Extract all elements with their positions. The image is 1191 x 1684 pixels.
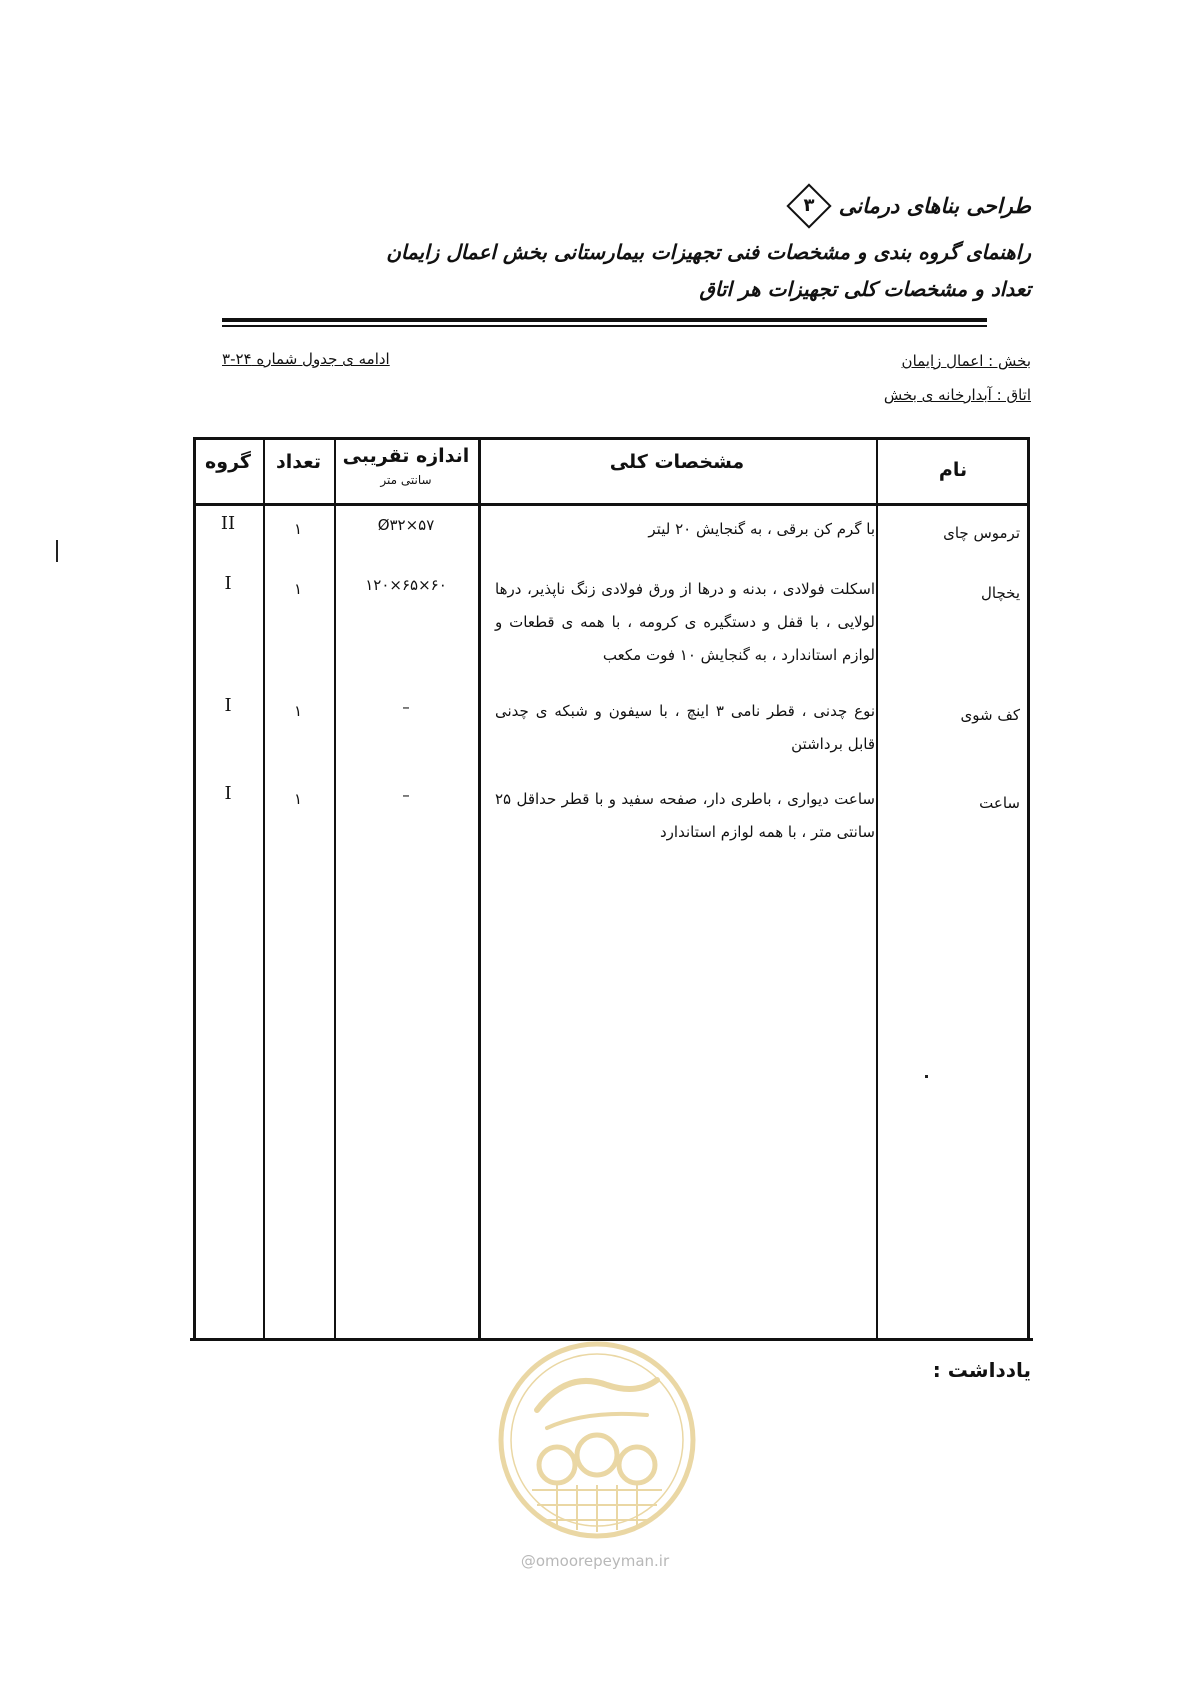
row-3-size: – — [402, 698, 410, 716]
header-group: گروه — [205, 451, 251, 473]
room-label: اتاق : آبدارخانه ی بخش — [883, 386, 1031, 404]
header-name: نام — [938, 459, 968, 481]
equipment-table — [193, 437, 1030, 1341]
row-2-group: I — [224, 573, 232, 594]
scan-mark — [925, 1075, 928, 1078]
row-4-size: – — [402, 786, 410, 804]
row-2-name: یخچال — [980, 584, 1020, 602]
scan-mark — [56, 540, 58, 562]
header-count: تعداد — [275, 451, 322, 473]
header-rule-thin — [222, 325, 987, 327]
watermark-url: @omoorepeyman.ir — [520, 1552, 670, 1570]
row-3-count: ۱ — [293, 702, 303, 720]
header-size-unit: سانتی متر — [380, 473, 432, 487]
row-2-size: ۶۰×۶۵×۱۲۰ — [365, 576, 447, 594]
section-title: تعداد و مشخصات کلی تجهیزات هر اتاق — [699, 277, 1031, 301]
row-2-spec: اسکلت فولادی ، بدنه و درها از ورق فولادی زنگ ناپذیر، درها لولایی ، با قفل و دستگیره ی کرومه ، با همه ی قطعات و لوازم استاندارد ، به گنجایش ۱۰ فوت مکعب — [495, 580, 875, 664]
row-2-count: ۱ — [293, 580, 303, 598]
row-1-group: II — [220, 513, 236, 534]
note-label: یادداشت : — [932, 1358, 1031, 1382]
table-continuation-label: ادامه ی جدول شماره ۲۴-۳ — [222, 350, 390, 368]
chapter-heading — [793, 190, 1031, 222]
row-4-name: ساعت — [979, 794, 1020, 812]
row-1-count: ۱ — [293, 520, 303, 538]
row-1-name: ترموس چای — [943, 524, 1020, 542]
row-1-spec: با گرم کن برقی ، به گنجایش ۲۰ لیتر — [648, 520, 875, 538]
header-divider — [193, 503, 1030, 506]
watermark-logo — [497, 1340, 697, 1540]
section-label: بخش : اعمال زایمان — [901, 352, 1031, 370]
header-spec: مشخصات کلی — [609, 451, 745, 473]
document-subtitle: راهنمای گروه بندی و مشخصات فنی تجهیزات بیمارستانی بخش اعمال زایمان — [386, 240, 1031, 264]
row-4-spec: ساعت دیواری ، باطری دار، صفحه سفید و با قطر حداقل ۲۵ سانتی متر ، با همه لوازم استاندارد — [495, 790, 875, 841]
header-size — [334, 437, 478, 503]
row-4-count: ۱ — [293, 790, 303, 808]
chapter-number-badge — [786, 183, 831, 228]
header-rule-thick — [222, 318, 987, 322]
column-divider — [876, 437, 878, 1341]
chapter-number: ۳ — [803, 195, 815, 216]
row-3-name: کف شوی — [960, 706, 1020, 724]
chapter-title: طراحی بناهای درمانی — [838, 194, 1031, 218]
row-1-size: Ø۳۲×۵۷ — [377, 516, 435, 534]
column-divider — [478, 437, 481, 1341]
row-4-group: I — [224, 783, 232, 804]
row-3-spec: نوع چدنی ، قطر نامی ۳ اینچ ، با سیفون و شبکه ی چدنی قابل برداشتن — [495, 702, 875, 753]
row-3-group: I — [224, 695, 232, 716]
header-size-label: اندازه تقریبی — [342, 445, 470, 467]
